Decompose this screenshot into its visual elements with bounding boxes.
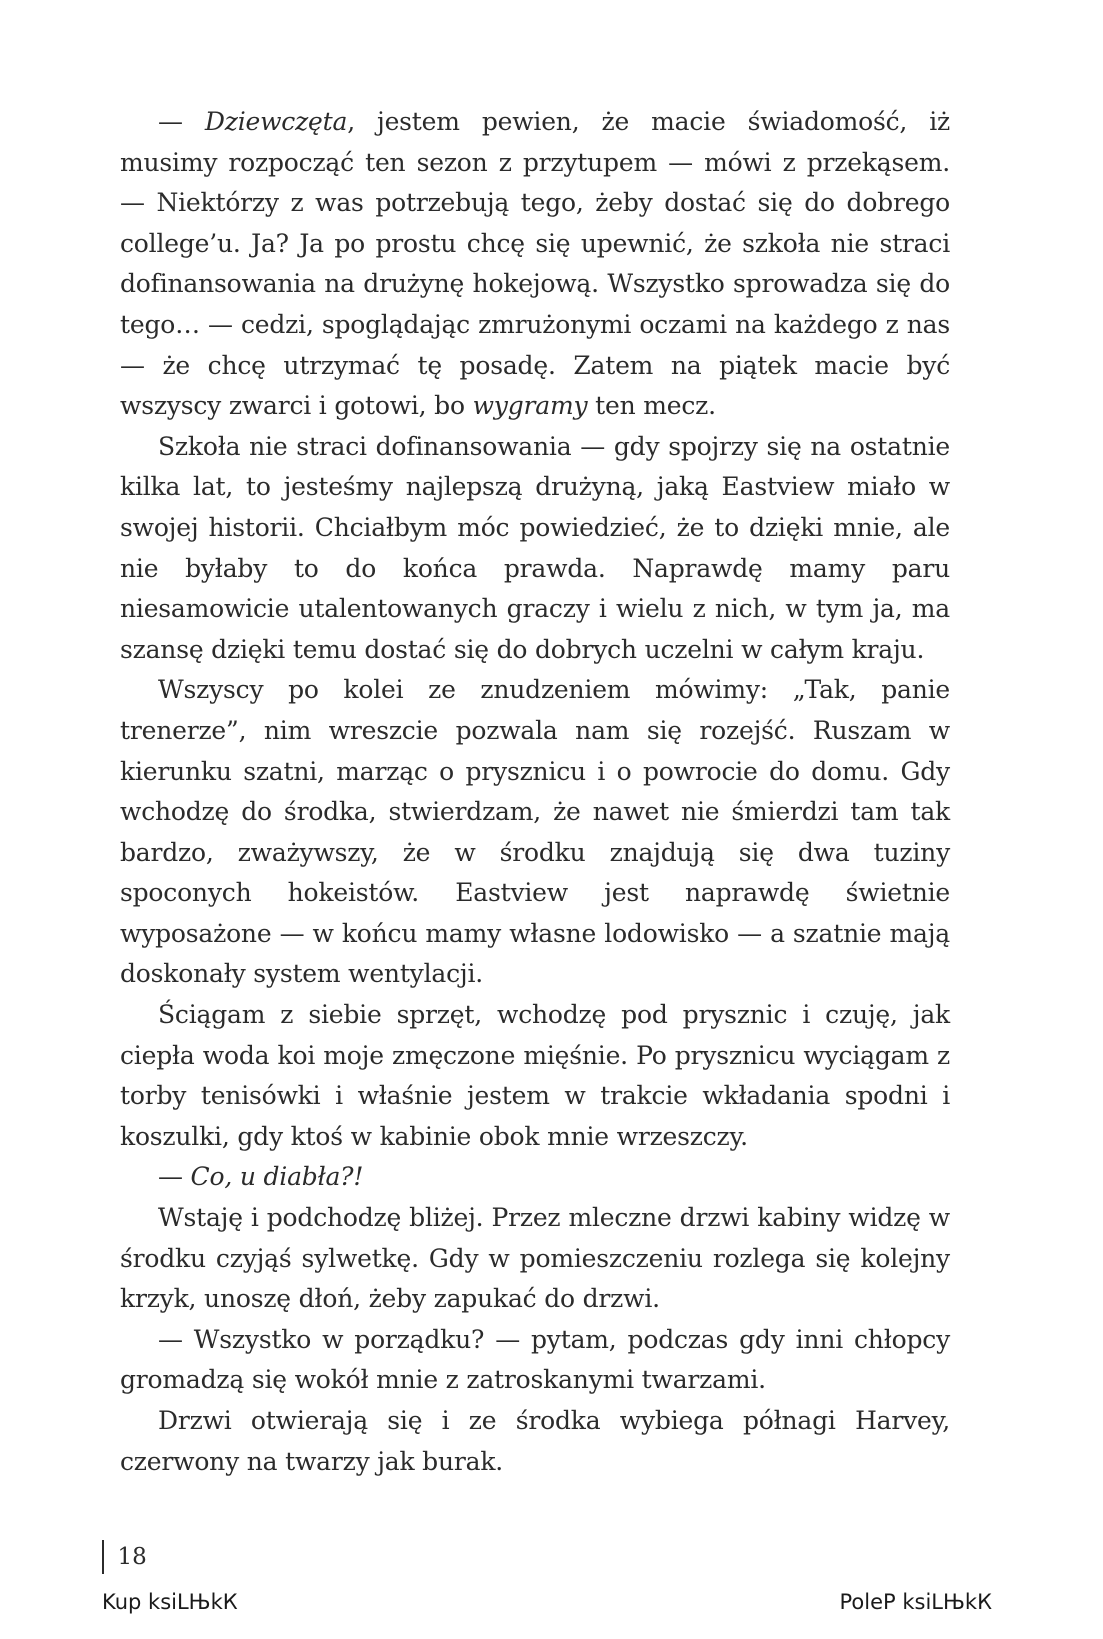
paragraph-segment: — Wszystko w porządku? — pytam, podczas gdy inni chłopcy gromadzą się wokół mnie z zatroskanymi twarzami. — [120, 1324, 950, 1395]
page-number-rule — [102, 1540, 104, 1574]
paragraph — [120, 1320, 950, 1401]
paragraph — [120, 1198, 950, 1320]
buy-book-link[interactable]: Kup ksiLЊkК — [102, 1590, 238, 1614]
paragraph-segment: Wszyscy po kolei ze znudzeniem mówimy: „Tak, panie trenerze”, nim wreszcie pozwala nam się rozejść. Ruszam w kierunku szatni, marząc o prysznicu i o powrocie do domu. Gdy wchodzę do środka, stwierdzam, że nawet nie śmierdzi tam tak bardzo, zważywszy, że w środku znajdują się dwa tuziny spoconych hokeistów. Eastview jest naprawdę świetnie wyposażone — w końcu mamy własne lodowisko — a szatnie mają doskonały system wentylacji. — [120, 675, 950, 989]
paragraph-segment: Drzwi otwierają się i ze środka wybiega półnagi Harvey, czerwony na twarzy jak burak. — [120, 1406, 950, 1476]
page-number: 18 — [117, 1544, 147, 1570]
body-text — [120, 102, 950, 1482]
recommend-book-link[interactable]: PoleР ksiLЊkК — [839, 1590, 992, 1614]
paragraph-segment: ten mecz. — [587, 391, 716, 421]
paragraph-segment: — — [158, 107, 205, 136]
paragraph-segment-italic: wygramy — [472, 391, 588, 421]
paragraph-segment: , jestem pewien, że macie świadomość, iż musimy rozpocząć ten sezon z przytupem — mówi z przekąsem. — Niektórzy z was potrzebują tego, żeby dostać się do dobrego college’u. Ja? Ja po prostu chcę się upewnić, że szkoła nie straci dofinansowania na drużynę hokejową. Wszystko sprowadza się do tego… — cedzi, spoglądając zmrużonymi oczami na każdego z nas — że chcę utrzymać tę posadę. Zatem na piątek macie być wszyscy zwarci i gotowi, bo — [120, 107, 950, 421]
paragraph — [120, 995, 950, 1157]
paragraph-segment: Szkoła nie straci dofinansowania — gdy spojrzy się na ostatnie kilka lat, to jesteśmy najlepszą drużyną, jaką Eastview miało w swojej historii. Chciałbym móc powiedzieć, że to dzięki mnie, ale nie byłaby to do końca prawda. Naprawdę mamy paru niesamowicie utalentowanych graczy i wielu z nich, w tym ja, ma szansę dzięki temu dostać się do dobrych uczelni w całym kraju. — [120, 431, 950, 664]
paragraph — [120, 670, 950, 995]
paragraph — [120, 102, 950, 427]
paragraph-segment-italic: Dziewczęta — [204, 107, 348, 136]
paragraph — [120, 427, 950, 671]
page-number-marker — [102, 1537, 147, 1577]
paragraph-segment-italic: Co, u diabła?! — [190, 1162, 364, 1192]
paragraph-segment: — — [158, 1162, 191, 1192]
paragraph — [120, 1157, 950, 1198]
paragraph-segment: Wstaję i podchodzę bliżej. Przez mleczne drzwi kabiny widzę w środku czyjąś sylwetkę. Gdy w pomieszczeniu rozlega się kolejny krzyk, unoszę dłoń, żeby zapukać do drzwi. — [120, 1203, 950, 1314]
paragraph-segment: Ściągam z siebie sprzęt, wchodzę pod prysznic i czuję, jak ciepła woda koi moje zmęczone mięśnie. Po prysznicu wyciągam z torby tenisówki i właśnie jestem w trakcie wkładania spodni i koszulki, gdy ktoś w kabinie obok mnie wrzeszczy. — [120, 1000, 950, 1151]
paragraph — [120, 1401, 950, 1482]
